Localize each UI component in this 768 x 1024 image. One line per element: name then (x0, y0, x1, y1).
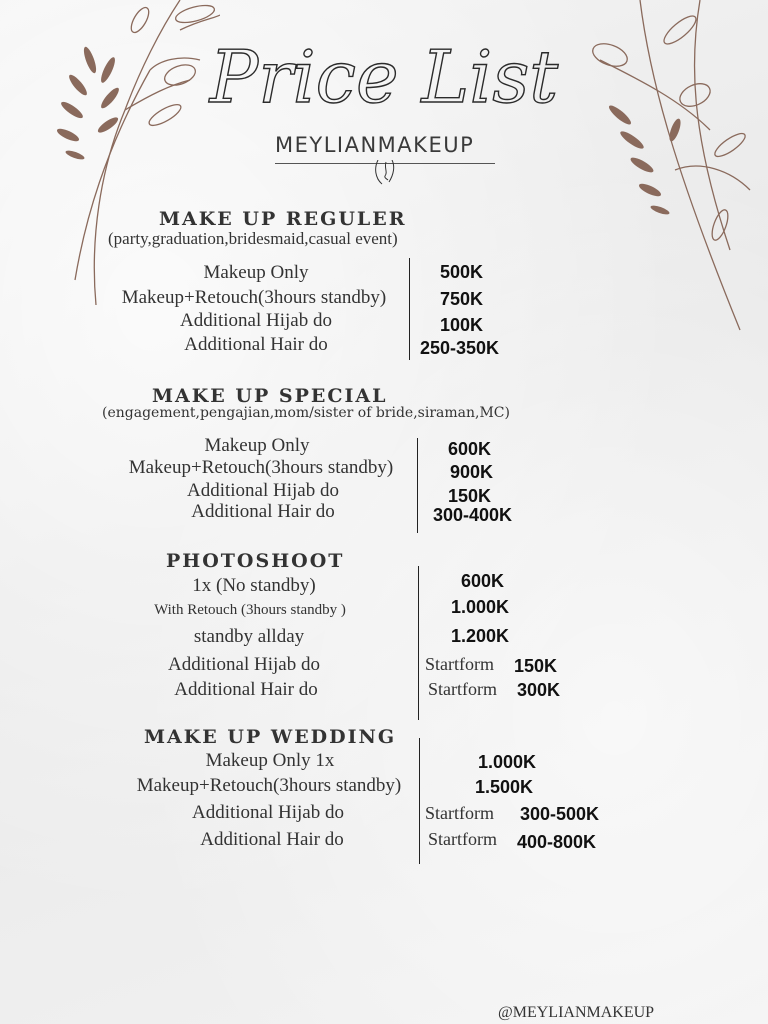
item-label: Additional Hair do (174, 679, 318, 700)
price-list-title (0, 10, 768, 130)
divider-special (417, 438, 418, 533)
item-label: Additional Hijab do (187, 480, 339, 501)
item-label: standby allday (193, 626, 305, 647)
face-line-art-icon (370, 160, 400, 186)
item-price: 600K (448, 439, 492, 459)
item-label: Makeup Only (203, 262, 309, 283)
item-label: Makeup+Retouch(3hours standby) (121, 287, 387, 308)
item-price: 300-500K (520, 804, 600, 824)
item-label: Additional Hair do (191, 501, 335, 522)
item-label: Additional Hijab do (180, 310, 332, 331)
item-label: Additional Hair do (200, 829, 344, 850)
brand-name: MEYLIANMAKEUP (275, 133, 475, 157)
item-price: 750K (440, 289, 484, 309)
section-title-wedding: MAKE UP WEDDING (144, 726, 397, 748)
item-label: Makeup Only 1x (205, 750, 335, 771)
item-price: 150K (514, 656, 558, 676)
section-title-special: MAKE UP SPECIAL (152, 385, 388, 407)
section-subtitle-special: (engagement,pengajian,mom/sister of bride,siraman,MC) (102, 405, 510, 421)
item-price: 100K (440, 315, 484, 335)
item-label: Additional Hijab do (168, 654, 320, 675)
price-list-title-text: Price List (209, 35, 559, 119)
startform-prefix: Startform (425, 654, 494, 674)
item-price: 400-800K (517, 832, 597, 852)
item-price: 300K (517, 680, 561, 700)
section-subtitle-reguler: (party,graduation,bridesmaid,casual event) (108, 229, 398, 248)
item-label: 1x (No standby) (192, 575, 316, 596)
item-label: Makeup+Retouch(3hours standby) (136, 775, 402, 796)
item-label: With Retouch (3hours standby ) (154, 602, 346, 618)
item-price: 600K (461, 571, 505, 591)
item-label: Additional Hair do (184, 334, 328, 355)
section-title-reguler: MAKE UP REGULER (159, 208, 407, 230)
section-title-photoshoot: PHOTOSHOOT (166, 550, 345, 572)
item-price: 150K (448, 486, 492, 506)
item-label: Additional Hijab do (192, 802, 344, 823)
item-label: Makeup+Retouch(3hours standby) (128, 457, 394, 478)
item-price: 1.000K (478, 752, 537, 772)
instagram-handle: @MEYLIANMAKEUP (498, 1004, 655, 1021)
item-label: Makeup Only (204, 435, 310, 456)
startform-prefix: Startform (428, 829, 497, 849)
startform-prefix: Startform (425, 803, 494, 823)
divider-photoshoot (418, 566, 419, 720)
item-price: 250-350K (420, 338, 500, 358)
item-price: 1.200K (451, 626, 510, 646)
item-price: 1.000K (451, 597, 510, 617)
item-price: 900K (450, 462, 494, 482)
divider-reguler (409, 258, 410, 360)
item-price: 300-400K (433, 505, 513, 525)
item-price: 500K (440, 262, 484, 282)
startform-prefix: Startform (428, 679, 497, 699)
item-price: 1.500K (475, 777, 534, 797)
